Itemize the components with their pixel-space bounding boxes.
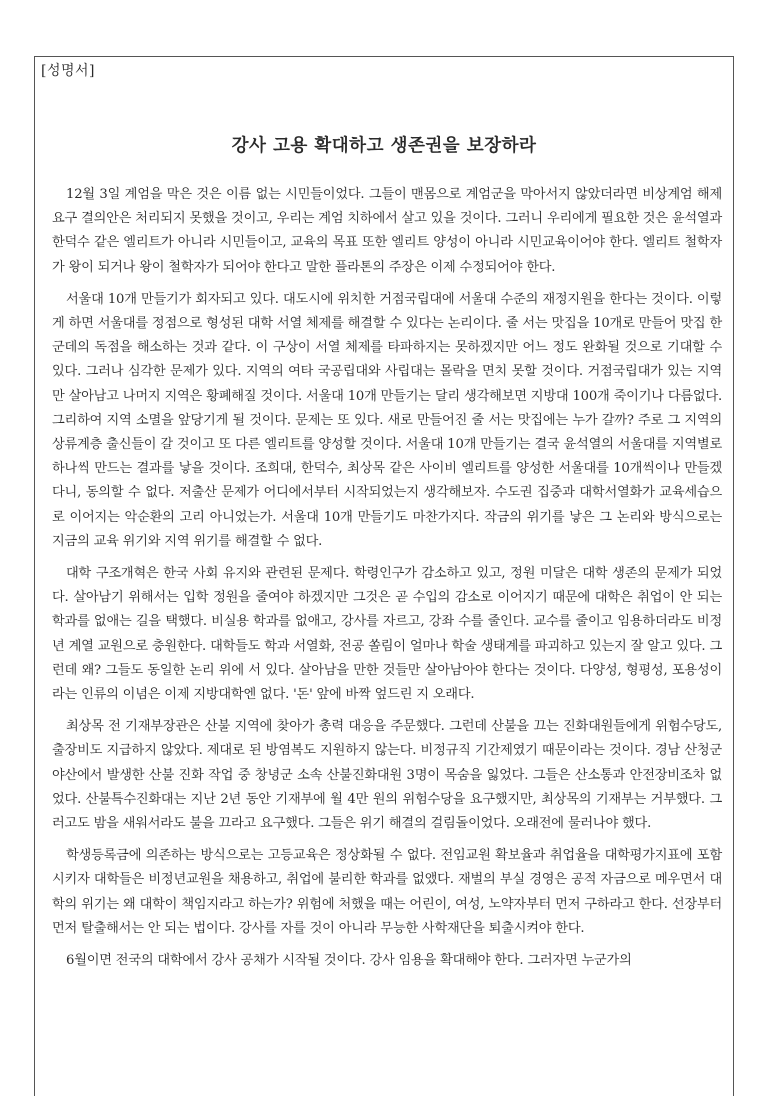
statement-title: 강사 고용 확대하고 생존권을 보장하라 (231, 136, 537, 156)
paragraph-5: 학생등록금에 의존하는 방식으로는 고등교육은 정상화될 수 없다. 전임교원 확보율과 취업율을 대학평가지표에 포함시키자 대학들은 비정년교원을 채용하고, 취업에 불리한 학과를 없앴다. 재벌의 부실 경영은 공적 자금으로 메우면서 대학의 위기는 왜 대학이 책임지라고 하는가? 위험에 처했을 때는 어린이, 여성, 노약자부터 먼저 구하라고 한다. 선장부터 먼저 탈출해서는 안 되는 법이다. 강사를 자를 것이 아니라 무능한 사학재단을 퇴출시켜야 한다. (52, 848, 722, 936)
paragraph-1: 12월 3일 계엄을 막은 것은 이름 없는 시민들이었다. 그들이 맨몸으로 계엄군을 막아서지 않았더라면 비상계엄 해제 요구 결의안은 처리되지 못했을 것이고, 우리는 계엄 치하에서 살고 있을 것이다. 그러니 우리에게 필요한 것은 윤석열과 한덕수 같은 엘리트가 아니라 시민들이고, 교육의 목표 또한 엘리트 양성이 아니라 시민교육이어야 한다. 엘리트 철학자가 왕이 되거나 왕이 철학자가 되어야 한다고 말한 플라톤의 주장은 이제 수정되어야 한다. (52, 187, 722, 275)
statement-body (52, 183, 722, 981)
paragraph-3: 대학 구조개혁은 한국 사회 유지와 관련된 문제다. 학령인구가 감소하고 있고, 정원 미달은 대학 생존의 문제가 되었다. 살아남기 위해서는 입학 정원을 줄여야 하겠지만 그것은 곧 수입의 감소로 이어지기 때문에 대학은 취업이 안 되는 학과를 없애는 길을 택했다. 비실용 학과를 없애고, 강사를 자르고, 강좌 수를 줄인다. 교수를 줄이고 임용하더라도 비정년 계열 교원으로 충원한다. 대학들도 학과 서열화, 전공 쏠림이 얼마나 학술 생태계를 파괴하고 있는지 잘 알고 있다. 그런데 왜? 그들도 동일한 논리 위에 서 있다. 살아남을 만한 것들만 살아남아야 한다는 것이다. 다양성, 형평성, 포용성이라는 인류의 이념은 이제 지방대학엔 없다. '돈' 앞에 바짝 엎드린 지 오래다. (52, 566, 722, 703)
paragraph-4: 최상목 전 기재부장관은 산불 지역에 찾아가 총력 대응을 주문했다. 그런데 산불을 끄는 진화대원들에게 위험수당도, 출장비도 지급하지 않았다. 제대로 된 방염복도 지원하지 않는다. 비정규직 기간제였기 때문이라는 것이다. 경남 산청군 야산에서 발생한 산불 진화 작업 중 창녕군 소속 산불진화대원 3명이 목숨을 잃었다. 그들은 산소통과 안전장비조차 없었다. 산불특수진화대는 지난 2년 동안 기재부에 월 4만 원의 위험수당을 요구했지만, 최상목의 기재부는 거부했다. 그러고도 밤을 새워서라도 불을 끄라고 요구했다. 그들은 위기 해결의 걸림돌이었다. 오래전에 물러나야 했다. (52, 719, 722, 832)
document-type-label: [성명서] (41, 63, 95, 79)
paragraph-6: 6월이면 전국의 대학에서 강사 공채가 시작될 것이다. 강사 임용을 확대해야 한다. 그러자면 누군가의 (66, 953, 632, 969)
paragraph-2: 서울대 10개 만들기가 회자되고 있다. 대도시에 위치한 거점국립대에 서울대 수준의 재정지원을 한다는 것이다. 이렇게 하면 서울대를 정점으로 형성된 대학 서열 체제를 해결할 수 있다는 논리이다. 줄 서는 맛집을 10개로 만들어 맛집 한 군데의 독점을 해소하는 것과 같다. 이 구상이 서열 체제를 타파하지는 못하겠지만 어느 정도 완화될 것으로 기대할 수 있다. 그러나 심각한 문제가 있다. 지역의 여타 국공립대와 사립대는 몰락을 면치 못할 것이다. 거점국립대가 있는 지역만 살아남고 나머지 지역은 황폐해질 것이다. 서울대 10개 만들기는 달리 생각해보면 지방대 100개 죽이기나 다름없다. 그리하여 지역 소멸을 앞당기게 될 것이다. 문제는 또 있다. 새로 만들어진 줄 서는 맛집에는 누가 갈까? 주로 그 지역의 상류계층 출신들이 갈 것이고 또 다른 엘리트를 양성할 것이다. 서울대 10개 만들기는 결국 윤석열의 서울대를 지역별로 하나씩 만드는 결과를 낳을 것이다. 조희대, 한덕수, 최상목 같은 사이비 엘리트를 양성한 서울대를 10개씩이나 만들겠다니, 동의할 수 없다. 저출산 문제가 어디에서부터 시작되었는지 생각해보자. 수도권 집중과 대학서열화가 교육세습으로 이어지는 악순환의 고리 아니었는가. 서울대 10개 만들기도 마찬가지다. 작금의 위기를 낳은 그 논리와 방식으로는 지금의 교육 위기와 지역 위기를 해결할 수 없다. (52, 291, 722, 549)
